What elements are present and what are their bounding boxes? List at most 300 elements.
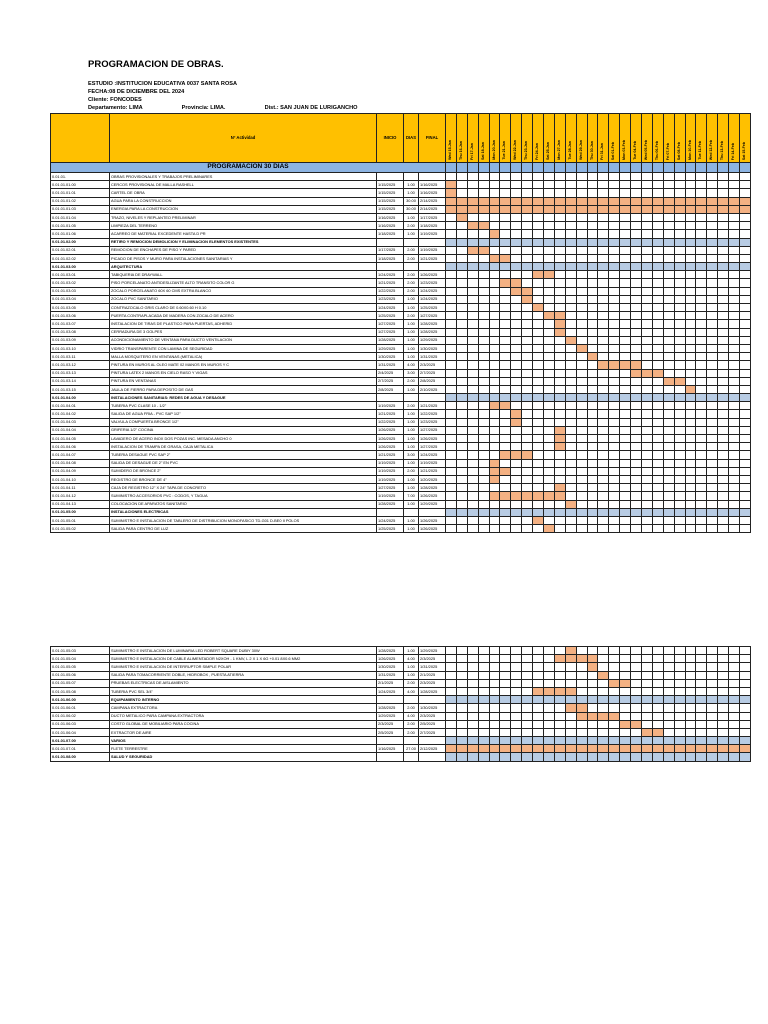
gantt-cell xyxy=(522,753,533,761)
gantt-cell xyxy=(554,696,565,704)
gantt-cell xyxy=(467,336,478,344)
gantt-cell xyxy=(652,344,663,352)
gantt-cell xyxy=(456,385,467,393)
gantt-cell xyxy=(544,173,555,181)
gantt-cell xyxy=(446,238,457,246)
gantt-cell xyxy=(446,361,457,369)
gantt-cell xyxy=(685,418,696,426)
activity-code: 0.01.01.03.09 xyxy=(51,336,110,344)
gantt-cell xyxy=(685,173,696,181)
gantt-cell xyxy=(587,467,598,475)
gantt-cell xyxy=(478,254,489,262)
gantt-cell xyxy=(467,704,478,712)
day-header xyxy=(685,114,696,163)
gantt-cell xyxy=(609,484,620,492)
end-date: 2/12/2025 xyxy=(419,745,446,753)
gantt-cell xyxy=(707,753,718,761)
gantt-cell xyxy=(696,459,707,467)
gantt-cell xyxy=(642,402,653,410)
gantt-cell xyxy=(576,369,587,377)
gantt-cell xyxy=(598,435,609,443)
gantt-cell xyxy=(609,181,620,189)
gantt-cell xyxy=(554,500,565,508)
gantt-cell xyxy=(456,336,467,344)
gantt-cell xyxy=(456,254,467,262)
gantt-bar-cell xyxy=(576,745,587,753)
gantt-cell xyxy=(642,230,653,238)
gantt-cell xyxy=(522,712,533,720)
end-date: 1/30/2025 xyxy=(419,704,446,712)
gantt-cell xyxy=(456,263,467,271)
gantt-cell xyxy=(652,279,663,287)
gantt-cell xyxy=(685,369,696,377)
duration: 30.00 xyxy=(404,205,419,213)
duration: 1.00 xyxy=(404,230,419,238)
gantt-cell xyxy=(478,385,489,393)
gantt-cell xyxy=(500,344,511,352)
gantt-cell xyxy=(522,475,533,483)
gantt-cell xyxy=(652,320,663,328)
end-date: 2/3/2025 xyxy=(419,712,446,720)
gantt-cell xyxy=(609,263,620,271)
gantt-cell xyxy=(489,720,500,728)
gantt-cell xyxy=(729,443,740,451)
day-header xyxy=(467,114,478,163)
gantt-cell xyxy=(533,655,544,663)
gantt-cell xyxy=(740,500,751,508)
gantt-cell xyxy=(718,213,729,221)
gantt-cell xyxy=(685,263,696,271)
gantt-cell xyxy=(652,655,663,663)
gantt-cell xyxy=(609,377,620,385)
end-date xyxy=(419,508,446,516)
gantt-cell xyxy=(718,492,729,500)
gantt-cell xyxy=(652,402,663,410)
gantt-cell xyxy=(554,647,565,655)
gantt-cell xyxy=(685,295,696,303)
gantt-cell xyxy=(729,451,740,459)
gantt-cell xyxy=(674,163,685,173)
end-date: 1/24/2025 xyxy=(419,295,446,303)
gantt-bar-cell xyxy=(554,205,565,213)
gantt-cell xyxy=(707,238,718,246)
gantt-cell xyxy=(685,238,696,246)
duration: 2.00 xyxy=(404,728,419,736)
gantt-cell xyxy=(718,361,729,369)
gantt-cell xyxy=(500,312,511,320)
gantt-cell xyxy=(554,287,565,295)
gantt-bar-cell xyxy=(522,745,533,753)
gantt-cell xyxy=(467,500,478,508)
gantt-cell xyxy=(707,385,718,393)
gantt-cell xyxy=(609,287,620,295)
gantt-cell xyxy=(587,720,598,728)
gantt-cell xyxy=(511,435,522,443)
gantt-cell xyxy=(522,525,533,533)
end-date: 2/3/2025 xyxy=(419,655,446,663)
location-line xyxy=(88,105,358,111)
gantt-bar-cell xyxy=(631,369,642,377)
gantt-cell xyxy=(544,712,555,720)
gantt-cell xyxy=(554,295,565,303)
gantt-cell xyxy=(740,484,751,492)
gantt-bar-cell xyxy=(533,492,544,500)
gantt-cell xyxy=(565,402,576,410)
gantt-cell xyxy=(729,655,740,663)
gantt-cell xyxy=(652,295,663,303)
gantt-cell xyxy=(587,728,598,736)
gantt-cell xyxy=(554,459,565,467)
gantt-cell xyxy=(456,459,467,467)
activity-name: SALIDA DE AGUA FRIA - PVC SAP 1/2" xyxy=(110,410,377,418)
gantt-cell xyxy=(740,451,751,459)
gantt-cell xyxy=(500,704,511,712)
gantt-cell xyxy=(740,353,751,361)
gantt-cell xyxy=(554,753,565,761)
duration: 3.00 xyxy=(404,451,419,459)
gantt-cell xyxy=(685,459,696,467)
gantt-cell xyxy=(707,344,718,352)
gantt-cell xyxy=(500,418,511,426)
gantt-cell xyxy=(674,459,685,467)
gantt-cell xyxy=(740,238,751,246)
section-row xyxy=(51,263,751,271)
gantt-cell xyxy=(500,181,511,189)
activity-name: SUMINISTRO ACCESORIOS PVC : CODOS, Y TAGUA xyxy=(110,492,377,500)
activity-code: 0.01.01.06.03 xyxy=(51,720,110,728)
gantt-cell xyxy=(674,696,685,704)
gantt-cell xyxy=(718,687,729,695)
gantt-cell xyxy=(685,279,696,287)
gantt-cell xyxy=(740,287,751,295)
gantt-cell xyxy=(489,508,500,516)
gantt-cell xyxy=(609,344,620,352)
gantt-cell xyxy=(620,263,631,271)
gantt-cell xyxy=(652,271,663,279)
activity-code: 0.01.01.04.09 xyxy=(51,467,110,475)
gantt-cell xyxy=(598,353,609,361)
duration: 4.00 xyxy=(404,712,419,720)
start-date: 1/27/2025 xyxy=(377,328,404,336)
gantt-cell xyxy=(609,254,620,262)
gantt-cell xyxy=(674,525,685,533)
gantt-cell xyxy=(696,254,707,262)
gantt-cell xyxy=(576,238,587,246)
gantt-cell xyxy=(598,402,609,410)
duration: 2.00 xyxy=(404,720,419,728)
activity-name: ENERGIA PARA LA CONSTRUCCION xyxy=(110,205,377,213)
gantt-cell xyxy=(467,663,478,671)
gantt-bar-cell xyxy=(554,655,565,663)
gantt-cell xyxy=(587,238,598,246)
gantt-cell xyxy=(456,238,467,246)
gantt-cell xyxy=(620,459,631,467)
gantt-cell xyxy=(609,720,620,728)
gantt-bar-cell xyxy=(609,361,620,369)
gantt-bar-cell xyxy=(565,197,576,205)
gantt-cell xyxy=(522,663,533,671)
gantt-cell xyxy=(478,287,489,295)
table-row xyxy=(51,647,751,655)
gantt-cell xyxy=(696,279,707,287)
gantt-cell xyxy=(707,287,718,295)
gantt-bar-cell xyxy=(652,728,663,736)
gantt-cell xyxy=(685,525,696,533)
gantt-cell xyxy=(587,435,598,443)
gantt-cell xyxy=(620,320,631,328)
gantt-cell xyxy=(522,500,533,508)
gantt-bar-cell xyxy=(522,287,533,295)
gantt-cell xyxy=(511,320,522,328)
gantt-cell xyxy=(522,173,533,181)
gantt-cell xyxy=(642,459,653,467)
gantt-cell xyxy=(565,189,576,197)
gantt-cell xyxy=(663,344,674,352)
gantt-cell xyxy=(576,287,587,295)
gantt-cell xyxy=(674,418,685,426)
gantt-cell xyxy=(707,213,718,221)
gantt-bar-cell xyxy=(489,402,500,410)
gantt-cell xyxy=(489,263,500,271)
gantt-cell xyxy=(609,696,620,704)
gantt-cell xyxy=(674,655,685,663)
gantt-bar-cell xyxy=(609,205,620,213)
gantt-cell xyxy=(718,344,729,352)
gantt-bar-cell xyxy=(587,745,598,753)
gantt-cell xyxy=(587,704,598,712)
gantt-cell xyxy=(696,361,707,369)
gantt-cell xyxy=(576,271,587,279)
end-date: 1/16/2025 xyxy=(419,189,446,197)
gantt-cell xyxy=(631,671,642,679)
gantt-cell xyxy=(598,467,609,475)
gantt-cell xyxy=(544,443,555,451)
gantt-bar-cell xyxy=(587,712,598,720)
gantt-bar-cell xyxy=(609,712,620,720)
gantt-cell xyxy=(456,410,467,418)
table-row xyxy=(51,492,751,500)
gantt-cell xyxy=(456,525,467,533)
gantt-cell xyxy=(565,304,576,312)
duration: 2.00 xyxy=(404,254,419,262)
gantt-bar-cell xyxy=(587,663,598,671)
gantt-cell xyxy=(609,475,620,483)
gantt-cell xyxy=(511,753,522,761)
gantt-cell xyxy=(642,426,653,434)
gantt-cell xyxy=(446,213,457,221)
gantt-cell xyxy=(565,525,576,533)
gantt-cell xyxy=(685,500,696,508)
activity-code: 0.01.01.04.12 xyxy=(51,492,110,500)
gantt-bar-cell xyxy=(631,197,642,205)
gantt-cell xyxy=(489,320,500,328)
gantt-cell xyxy=(500,475,511,483)
gantt-cell xyxy=(587,500,598,508)
end-date: 2/7/2025 xyxy=(419,728,446,736)
gantt-bar-cell xyxy=(467,205,478,213)
start-date: 1/15/2025 xyxy=(377,181,404,189)
duration: 1.00 xyxy=(404,426,419,434)
gantt-cell xyxy=(674,279,685,287)
gantt-cell xyxy=(565,312,576,320)
gantt-cell xyxy=(511,369,522,377)
gantt-cell xyxy=(663,443,674,451)
activity-code: 0.01.01.08.00 xyxy=(51,753,110,761)
gantt-cell xyxy=(544,500,555,508)
gantt-cell xyxy=(631,663,642,671)
gantt-cell xyxy=(576,304,587,312)
gantt-cell xyxy=(446,687,457,695)
gantt-cell xyxy=(663,263,674,271)
activity-code: 0.01.01.01.05 xyxy=(51,222,110,230)
gantt-cell xyxy=(707,647,718,655)
gantt-cell xyxy=(446,728,457,736)
gantt-cell xyxy=(729,435,740,443)
gantt-cell xyxy=(576,679,587,687)
day-label: Tue 11-Feb xyxy=(698,141,703,160)
gantt-cell xyxy=(663,287,674,295)
gantt-cell xyxy=(533,484,544,492)
gantt-cell xyxy=(696,377,707,385)
table-row xyxy=(51,230,751,238)
gantt-cell xyxy=(674,320,685,328)
start-date xyxy=(377,753,404,761)
gantt-cell xyxy=(620,410,631,418)
gantt-cell xyxy=(565,394,576,402)
gantt-cell xyxy=(587,230,598,238)
day-label: Thu 16-Jan xyxy=(459,141,464,160)
gantt-cell xyxy=(587,516,598,524)
day-label: Sat 18-Jan xyxy=(480,142,485,160)
gantt-cell xyxy=(587,647,598,655)
gantt-bar-cell xyxy=(554,492,565,500)
gantt-cell xyxy=(642,222,653,230)
activity-name: PINTURA LATEX 2 MANOS EN CIELO RASO Y VIGAS xyxy=(110,369,377,377)
gantt-cell xyxy=(652,394,663,402)
start-date: 1/30/2025 xyxy=(377,353,404,361)
duration: 2.00 xyxy=(404,377,419,385)
gantt-bar-cell xyxy=(620,679,631,687)
gantt-bar-cell xyxy=(500,492,511,500)
end-date xyxy=(419,696,446,704)
gantt-cell xyxy=(663,737,674,745)
gantt-cell xyxy=(685,443,696,451)
gantt-cell xyxy=(652,435,663,443)
gantt-cell xyxy=(674,435,685,443)
day-label: Thu 13-Feb xyxy=(720,140,725,160)
gantt-cell xyxy=(652,704,663,712)
gantt-cell xyxy=(489,679,500,687)
gantt-cell xyxy=(620,336,631,344)
gantt-cell xyxy=(620,647,631,655)
gantt-cell xyxy=(565,435,576,443)
gantt-cell xyxy=(696,312,707,320)
gantt-cell xyxy=(740,254,751,262)
duration: 3.00 xyxy=(404,369,419,377)
start-date: 1/31/2025 xyxy=(377,671,404,679)
gantt-cell xyxy=(707,467,718,475)
gantt-cell xyxy=(663,353,674,361)
gantt-cell xyxy=(740,712,751,720)
header-duration: DIAS xyxy=(404,114,419,163)
gantt-cell xyxy=(631,459,642,467)
gantt-cell xyxy=(511,213,522,221)
gantt-bar-cell xyxy=(674,377,685,385)
gantt-cell xyxy=(544,737,555,745)
gantt-cell xyxy=(446,475,457,483)
end-date: 2/10/2025 xyxy=(419,385,446,393)
gantt-bar-cell xyxy=(674,197,685,205)
gantt-bar-cell xyxy=(489,745,500,753)
gantt-cell xyxy=(729,361,740,369)
gantt-bar-cell xyxy=(489,254,500,262)
gantt-cell xyxy=(587,696,598,704)
table-row xyxy=(51,720,751,728)
gantt-cell xyxy=(565,238,576,246)
gantt-cell xyxy=(598,418,609,426)
gantt-cell xyxy=(631,377,642,385)
gantt-cell xyxy=(696,704,707,712)
activity-code: 0.01.01.01.06 xyxy=(51,230,110,238)
gantt-cell xyxy=(456,687,467,695)
gantt-cell xyxy=(522,394,533,402)
gantt-cell xyxy=(478,263,489,271)
gantt-cell xyxy=(696,173,707,181)
start-date: 1/27/2025 xyxy=(377,320,404,328)
activity-code: 0.01.01.06.04 xyxy=(51,728,110,736)
gantt-cell xyxy=(696,451,707,459)
gantt-cell xyxy=(642,508,653,516)
duration xyxy=(404,696,419,704)
gantt-cell xyxy=(609,189,620,197)
gantt-cell xyxy=(533,295,544,303)
gantt-bar-cell xyxy=(642,369,653,377)
activity-name: TUBERIA PVC SEL 3/4" xyxy=(110,687,377,695)
gantt-cell xyxy=(642,704,653,712)
gantt-cell xyxy=(489,696,500,704)
gantt-cell xyxy=(533,238,544,246)
gantt-cell xyxy=(740,655,751,663)
gantt-cell xyxy=(522,246,533,254)
end-date: 1/29/2025 xyxy=(419,500,446,508)
gantt-cell xyxy=(500,655,511,663)
gantt-cell xyxy=(446,679,457,687)
end-date: 1/25/2025 xyxy=(419,304,446,312)
gantt-cell xyxy=(663,304,674,312)
duration: 1.00 xyxy=(404,385,419,393)
start-date: 1/15/2025 xyxy=(377,205,404,213)
gantt-cell xyxy=(707,525,718,533)
gantt-cell xyxy=(565,728,576,736)
duration xyxy=(404,263,419,271)
gantt-cell xyxy=(554,377,565,385)
gantt-bar-cell xyxy=(544,687,555,695)
gantt-cell xyxy=(620,492,631,500)
gantt-cell xyxy=(587,328,598,336)
activity-code: 0.01.01.03.07 xyxy=(51,320,110,328)
gantt-cell xyxy=(456,720,467,728)
gantt-cell xyxy=(609,213,620,221)
activity-name: INSTALACION DE TIRAS DE PLASTICO PARA PUERTAS, ADHERID xyxy=(110,320,377,328)
gantt-cell xyxy=(587,459,598,467)
table-row xyxy=(51,328,751,336)
gantt-cell xyxy=(533,508,544,516)
gantt-bar-cell xyxy=(554,197,565,205)
gantt-cell xyxy=(446,369,457,377)
gantt-cell xyxy=(718,753,729,761)
gantt-cell xyxy=(598,492,609,500)
gantt-cell xyxy=(533,410,544,418)
